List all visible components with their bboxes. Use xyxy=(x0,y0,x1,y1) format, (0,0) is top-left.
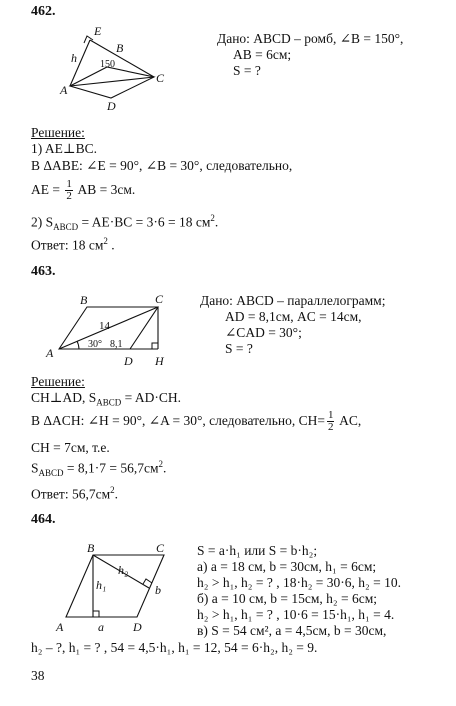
parallelogram-outline xyxy=(66,555,164,617)
given-463-line2: AD = 8,1см, AC = 14см, xyxy=(225,309,362,324)
frac-num: 1 xyxy=(327,409,334,422)
label-B: B xyxy=(87,541,95,555)
label-angle-30: 30° xyxy=(88,339,102,350)
problem-462-number: 462. xyxy=(31,4,56,19)
label-A: A xyxy=(56,620,64,634)
solution-464-line1: S = a·h₁ или S = b·h₂; xyxy=(197,543,318,558)
label-h1: h₁ xyxy=(96,578,107,592)
label-B: B xyxy=(116,41,124,55)
given-463-line4: S = ? xyxy=(225,341,253,356)
label-8-1: 8,1 xyxy=(110,339,123,350)
rhombus-figure-462 xyxy=(60,24,180,113)
solution-464-line6: в) S = 54 см², a = 4,5см, b = 30см, xyxy=(197,623,387,638)
step-462-2: В ΔABE: ∠E = 90°, ∠B = 30°, следовательно, xyxy=(31,158,293,173)
label-E: E xyxy=(94,24,102,38)
step-463-2: В ΔACH: ∠H = 90°, ∠A = 30°, следовательно, CH= $\frac{1}{2}$ AC, xyxy=(31,409,362,434)
frac-den: 2 xyxy=(66,190,72,203)
label-B: B xyxy=(80,293,88,307)
step-462-1: 1) AE⊥BC. xyxy=(31,141,97,156)
label-A: A xyxy=(46,346,54,360)
step-463-4: $S_{ABCD} = 8,1\cdot 7 = 56,7см^2$. xyxy=(31,459,167,479)
angle-arc xyxy=(77,341,79,349)
parallelogram-figure-463 xyxy=(44,292,174,372)
step-462-area: 2) $S_{ABCD} = AE\cdot BC = 3\cdot 6 = 18$ $см^2$. xyxy=(31,213,219,233)
answer-463: Ответ: $56,7см^2$. xyxy=(31,485,118,502)
label-C: C xyxy=(155,292,164,306)
step-463-3: CH = 7см, т.е. xyxy=(31,440,110,455)
given-462-line3: S = ? xyxy=(233,63,261,78)
right-angle-mark xyxy=(152,343,158,349)
step-463-1: CH⊥AD, $S_{ABCD} = AD\cdot CH$. xyxy=(31,390,181,408)
frac-num: 1 xyxy=(66,178,72,191)
label-angle-150: 150 xyxy=(100,59,115,70)
given-462-line1: Дано: ABCD – ромб, ∠B = 150°, xyxy=(217,31,404,46)
label-A: A xyxy=(60,83,68,97)
frac-den: 2 xyxy=(327,421,334,434)
parallelogram-figure-464 xyxy=(56,541,176,635)
given-462-line2: AB = 6см; xyxy=(233,47,292,62)
right-angle-mark-h2 xyxy=(143,579,152,584)
label-C: C xyxy=(156,541,165,555)
label-14: 14 xyxy=(99,320,110,332)
solution-464-line2: а) a = 18 см, b = 30см, h₁ = 6см; xyxy=(197,559,377,574)
solution-464-line4: б) a = 10 см, b = 15см, h₂ = 6см; xyxy=(197,591,378,606)
solution-464-line7: h₂ – ?, h₁ = ? , 54 = 4,5·h₁, h₁ = 12, 54 = 6·h₂, h₂ = 9. xyxy=(31,640,318,655)
problem-464-number: 464. xyxy=(31,512,56,527)
solution-464-line3: h₂ > h₁, h₂ = ? , 18·h₂ = 30·6, h₂ = 10. xyxy=(197,575,401,590)
page-number: 38 xyxy=(31,668,45,683)
label-D: D xyxy=(124,354,133,368)
label-a: a xyxy=(98,620,104,634)
label-h2: h₂ xyxy=(118,563,129,577)
label-b: b xyxy=(155,583,161,597)
solution-label-463: Решение: xyxy=(31,374,85,389)
label-h: h xyxy=(71,51,77,65)
rhombus-outline xyxy=(70,67,154,98)
problem-463-number: 463. xyxy=(31,264,56,279)
given-463-line3: ∠CAD = 30°; xyxy=(225,325,302,340)
label-C: C xyxy=(156,71,165,85)
label-D: D xyxy=(107,99,116,113)
label-D: D xyxy=(133,620,142,634)
step-462-ae: AE = $\frac{1}{2}$ AB = 3см. xyxy=(31,178,136,203)
label-H: H xyxy=(155,354,164,368)
solution-464-line5: h₂ > h₁, h₁ = ? , 10·6 = 15·h₁, h₁ = 4. xyxy=(197,607,395,622)
right-angle-mark-h1 xyxy=(93,611,99,617)
answer-462: Ответ: 18 $см^2$ . xyxy=(31,236,115,253)
given-463-line1: Дано: ABCD – параллелограмм; xyxy=(200,293,386,308)
diagonal-ac xyxy=(70,77,154,86)
right-angle-mark xyxy=(84,36,93,43)
solution-label-462: Решение: xyxy=(31,125,85,140)
